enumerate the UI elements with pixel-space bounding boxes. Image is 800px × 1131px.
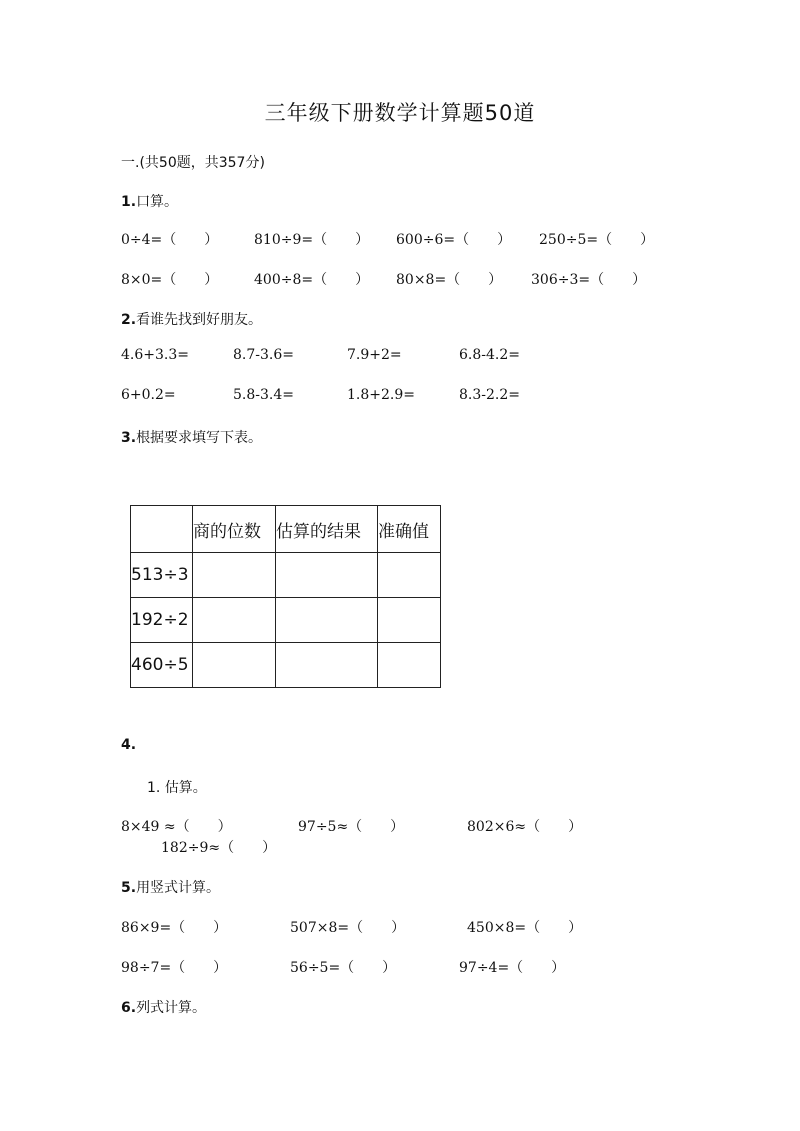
q1-item: 810÷9=（ ） [254, 232, 370, 248]
question-number: 3. [121, 430, 137, 446]
q2-item: 7.9+2= [347, 347, 402, 363]
q4-item: 802×6≈（ ） [467, 819, 583, 835]
q1-item: 306÷3=（ ） [531, 272, 647, 288]
question-number: 4. [121, 737, 137, 753]
q1-item: 250÷5=（ ） [539, 232, 655, 248]
question-4-heading [121, 737, 136, 753]
table-row [131, 553, 441, 598]
question-3-heading [121, 427, 262, 447]
q5-item: 98÷7=（ ） [121, 960, 228, 976]
question-number: 6. [121, 1000, 137, 1016]
table-row-label: 513÷3 [131, 553, 193, 598]
table-header-row [131, 506, 441, 553]
table-cell[interactable] [193, 598, 276, 643]
table-cell[interactable] [378, 643, 441, 688]
q1-item: 600÷6=（ ） [396, 232, 512, 248]
q5-item: 97÷4=（ ） [459, 960, 566, 976]
q4-item: 8×49 ≈（ ） [121, 819, 232, 835]
table-row [131, 598, 441, 643]
table-cell[interactable] [378, 553, 441, 598]
question-1-heading [121, 191, 178, 211]
q1-item: 8×0=（ ） [121, 272, 219, 288]
q4-item: 182÷9≈（ ） [161, 840, 277, 856]
q2-item: 4.6+3.3= [121, 347, 189, 363]
question-label: 口算。 [136, 194, 179, 210]
table-cell[interactable] [193, 553, 276, 598]
question-2-heading [121, 309, 262, 329]
question-number: 1. [121, 194, 137, 210]
question-label: 看谁先找到好朋友。 [136, 312, 263, 328]
question-6-heading [121, 997, 206, 1017]
table-cell[interactable] [131, 506, 193, 553]
q5-item: 56÷5=（ ） [290, 960, 397, 976]
q2-item: 1.8+2.9= [347, 387, 415, 403]
table-header: 商的位数 [193, 506, 276, 553]
q1-item: 400÷8=（ ） [254, 272, 370, 288]
q4-item: 97÷5≈（ ） [298, 819, 405, 835]
q2-item: 6+0.2= [121, 387, 176, 403]
q2-item: 8.3-2.2= [459, 387, 520, 403]
table-cell[interactable] [276, 553, 378, 598]
question-number: 2. [121, 312, 137, 328]
fill-in-table [130, 505, 441, 688]
q2-item: 6.8-4.2= [459, 347, 520, 363]
question-label: 用竖式计算。 [136, 880, 221, 896]
section-header: 一.(共50题，共357分) [121, 155, 265, 171]
table-row-label: 460÷5 [131, 643, 193, 688]
page-title: 三年级下册数学计算题50道 [264, 101, 536, 125]
q5-item: 450×8=（ ） [467, 920, 583, 936]
q1-item: 0÷4=（ ） [121, 232, 219, 248]
table-cell[interactable] [378, 598, 441, 643]
q5-item: 507×8=（ ） [290, 920, 406, 936]
question-4-sublabel: 1. 估算。 [147, 780, 207, 796]
table-row [131, 643, 441, 688]
q1-item: 80×8=（ ） [396, 272, 503, 288]
question-label: 根据要求填写下表。 [136, 430, 263, 446]
question-5-heading [121, 877, 220, 897]
table-cell[interactable] [276, 598, 378, 643]
question-label: 列式计算。 [136, 1000, 207, 1016]
table-row-label: 192÷2 [131, 598, 193, 643]
table-cell[interactable] [276, 643, 378, 688]
table-header: 准确值 [378, 506, 441, 553]
question-number: 5. [121, 880, 137, 896]
q5-item: 86×9=（ ） [121, 920, 228, 936]
q2-item: 5.8-3.4= [233, 387, 294, 403]
table-cell[interactable] [193, 643, 276, 688]
table-header: 估算的结果 [276, 506, 378, 553]
q2-item: 8.7-3.6= [233, 347, 294, 363]
